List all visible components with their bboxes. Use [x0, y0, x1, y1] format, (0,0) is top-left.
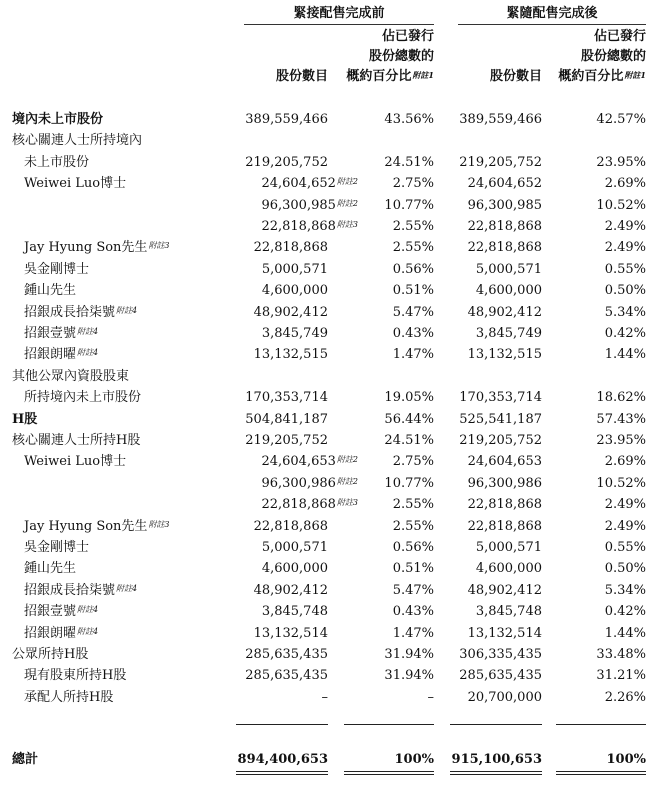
- col-pct-before-line1: 佔已發行: [381, 29, 434, 44]
- pct-after: 0.55%: [604, 540, 646, 555]
- shares-before-note-ref: 附註2: [336, 177, 358, 186]
- shares-before: [322, 690, 329, 706]
- row-note-ref: 附註4: [77, 348, 99, 357]
- pct-before: –: [427, 690, 434, 705]
- shares-before-note-ref: 附註2: [336, 477, 358, 486]
- shares-before: [262, 262, 328, 278]
- shares-after: 525,541,187: [459, 412, 542, 427]
- shares-before-value: 219,205,752: [245, 433, 328, 448]
- group-header-before: 緊接配售完成前: [293, 6, 385, 21]
- row-label: [12, 369, 129, 385]
- pct-after: 31.21%: [596, 668, 646, 683]
- shares-before-value: 389,559,466: [245, 112, 328, 127]
- row-label-text: 吳金剛博士: [24, 262, 90, 277]
- row-label: [24, 347, 98, 363]
- shares-before: [245, 647, 328, 663]
- shares-before-value: 285,635,435: [245, 668, 328, 683]
- group-header-before-rule: [244, 24, 434, 25]
- shares-after: 24,604,653: [467, 454, 542, 469]
- shares-before-value: 22,818,868: [253, 240, 328, 255]
- shares-before: [261, 219, 358, 235]
- row-label-text: 招銀壹號: [24, 604, 77, 619]
- shares-after: 48,902,412: [467, 305, 542, 320]
- shares-before: [262, 326, 328, 342]
- row-label-text: 其他公眾內資股股東: [12, 369, 130, 384]
- total-double-rule-p2-b: [556, 774, 646, 775]
- shares-after: 219,205,752: [459, 433, 542, 448]
- subtotal-rule-p1: [344, 724, 434, 725]
- shares-before-note-ref: 附註3: [336, 220, 358, 229]
- col-pct-after-line2: 股份總數的: [580, 49, 646, 64]
- pct-after: 0.50%: [604, 283, 646, 298]
- pct-before: 56.44%: [384, 412, 434, 427]
- total-double-rule-p1-b: [344, 774, 434, 775]
- pct-after: 0.42%: [604, 326, 646, 341]
- shares-after: 219,205,752: [459, 155, 542, 170]
- row-label: [24, 690, 113, 706]
- row-label: [12, 133, 142, 149]
- shares-before-value: 13,132,514: [253, 626, 328, 641]
- shares-after: 48,902,412: [467, 583, 542, 598]
- shares-before-value: 22,818,868: [253, 519, 328, 534]
- shares-before: [262, 540, 328, 556]
- row-label-text: 吳金剛博士: [24, 540, 90, 555]
- shares-after: 24,604,652: [467, 176, 542, 191]
- row-label-text: 所持境內未上市股份: [24, 390, 142, 405]
- row-label: [24, 262, 89, 278]
- pct-after: 0.50%: [604, 561, 646, 576]
- shares-before-value: 13,132,515: [253, 347, 328, 362]
- pct-after: 18.62%: [596, 390, 646, 405]
- pct-before: 43.56%: [384, 112, 434, 127]
- row-label: [24, 519, 170, 535]
- shares-before-note-ref: 附註3: [336, 498, 358, 507]
- subtotal-rule-p2: [556, 724, 646, 725]
- pct-before: 2.55%: [392, 519, 434, 534]
- total-label: 總計: [12, 752, 39, 767]
- pct-before: 0.43%: [392, 326, 434, 341]
- group-header-after-rule: [458, 24, 646, 25]
- row-label-text: H股: [12, 412, 38, 427]
- total-pct-before: 100%: [394, 752, 434, 767]
- shares-after: 20,700,000: [467, 690, 542, 705]
- pct-before: 0.43%: [392, 604, 434, 619]
- pct-after: 2.49%: [604, 519, 646, 534]
- pct-after: 0.55%: [604, 262, 646, 277]
- pct-before: 2.55%: [392, 219, 434, 234]
- shares-before: [261, 454, 358, 470]
- shares-before: [245, 155, 328, 171]
- pct-after: 23.95%: [596, 433, 646, 448]
- row-label: [24, 326, 98, 342]
- shares-after: 4,600,000: [475, 283, 542, 298]
- shares-after: 3,845,748: [475, 604, 542, 619]
- pct-after: 42.57%: [596, 112, 646, 127]
- shares-after: 22,818,868: [467, 519, 542, 534]
- pct-before: 10.77%: [384, 198, 434, 213]
- pct-after: 57.43%: [596, 412, 646, 427]
- pct-after: 10.52%: [596, 476, 646, 491]
- row-label-text: 鍾山先生: [24, 283, 77, 298]
- pct-after: 23.95%: [596, 155, 646, 170]
- pct-after: 0.42%: [604, 604, 646, 619]
- shares-before: [262, 283, 328, 299]
- pct-before: 0.56%: [392, 540, 434, 555]
- pct-after: 33.48%: [596, 647, 646, 662]
- pct-before: 24.51%: [384, 433, 434, 448]
- row-note-ref: 附註4: [116, 306, 138, 315]
- col-pct-after-line3: 概約百分比$^{附註1}$: [558, 69, 646, 84]
- row-label-text: 招銀朗曜: [24, 347, 77, 362]
- shares-before: [245, 412, 328, 428]
- total-double-rule-s1-a: [236, 771, 328, 772]
- shares-after: 285,635,435: [459, 668, 542, 683]
- row-label: [24, 240, 170, 256]
- pct-before: 5.47%: [392, 305, 434, 320]
- row-label-text: 未上市股份: [24, 155, 90, 170]
- shares-before-value: 285,635,435: [245, 647, 328, 662]
- col-pct-after-line1: 佔已發行: [593, 29, 646, 44]
- pct-after: 2.69%: [604, 176, 646, 191]
- shares-before: [261, 176, 358, 192]
- row-label: [24, 454, 126, 470]
- row-note-ref: 附註4: [77, 605, 99, 614]
- row-label-text: 招銀成長拾柒號: [24, 305, 116, 320]
- shares-after: 170,353,714: [459, 390, 542, 405]
- row-label-text: 境內未上市股份: [12, 112, 104, 127]
- row-note-ref: 附註4: [77, 627, 99, 636]
- total-double-rule-p2-a: [556, 771, 646, 772]
- row-label-text: 承配人所持H股: [24, 690, 114, 705]
- pct-before: 2.75%: [392, 176, 434, 191]
- pct-before: 24.51%: [384, 155, 434, 170]
- row-label-text: 鍾山先生: [24, 561, 77, 576]
- shares-before-value: 48,902,412: [253, 305, 328, 320]
- row-note-ref: 附註3: [148, 241, 170, 250]
- shares-before: [261, 497, 358, 513]
- shares-before: [245, 433, 328, 449]
- row-label: [24, 626, 98, 642]
- pct-before: 0.51%: [392, 561, 434, 576]
- shares-after: 5,000,571: [475, 540, 542, 555]
- row-label-text: Weiwei Luo博士: [24, 454, 127, 469]
- shares-before-value: 504,841,187: [245, 412, 328, 427]
- total-double-rule-s2-a: [450, 771, 542, 772]
- subtotal-rule-s1: [236, 724, 328, 725]
- shares-after: 22,818,868: [467, 497, 542, 512]
- row-label-text: Weiwei Luo博士: [24, 176, 127, 191]
- shares-before: [261, 476, 358, 492]
- row-note-ref: 附註3: [148, 520, 170, 529]
- pct-before: 31.94%: [384, 647, 434, 662]
- pct-before: 0.51%: [392, 283, 434, 298]
- shares-before-value: 4,600,000: [261, 283, 328, 298]
- row-label: [24, 155, 89, 171]
- pct-after: 2.49%: [604, 219, 646, 234]
- pct-after: 2.26%: [604, 690, 646, 705]
- total-double-rule-s2-b: [450, 774, 542, 775]
- group-header-after: 緊隨配售完成後: [506, 6, 598, 21]
- row-label: [12, 433, 140, 449]
- shares-before-value: 4,600,000: [261, 561, 328, 576]
- row-label-text: 核心關連人士所持境內: [12, 133, 143, 148]
- shares-before-value: 24,604,653: [261, 454, 336, 469]
- shares-before-value: 96,300,986: [261, 476, 336, 491]
- shares-before: [254, 347, 328, 363]
- shares-before: [254, 240, 328, 256]
- row-label: [24, 583, 137, 599]
- shares-before: [254, 519, 328, 535]
- row-label: [24, 390, 141, 406]
- total-shares-before: 894,400,653: [237, 752, 328, 767]
- pct-before: 1.47%: [392, 347, 434, 362]
- shares-before-value: 3,845,748: [261, 604, 328, 619]
- shares-after: 306,335,435: [459, 647, 542, 662]
- shares-after: 96,300,985: [467, 198, 542, 213]
- shares-after: 13,132,514: [467, 626, 542, 641]
- row-note-ref: 附註4: [116, 584, 138, 593]
- pct-before: 5.47%: [392, 583, 434, 598]
- shares-before: [261, 198, 358, 214]
- pct-before: 31.94%: [384, 668, 434, 683]
- pct-before: 0.56%: [392, 262, 434, 277]
- row-label: [24, 283, 76, 299]
- pct-after: 10.52%: [596, 198, 646, 213]
- pct-after: 2.69%: [604, 454, 646, 469]
- col-pct-before-line3: 概約百分比$^{附註1}$: [346, 69, 434, 84]
- pct-before: 2.75%: [392, 454, 434, 469]
- shares-after: 96,300,986: [467, 476, 542, 491]
- pct-after: 1.44%: [604, 347, 646, 362]
- row-label-text: Jay Hyung Son先生: [24, 519, 148, 534]
- shares-before-value: 219,205,752: [245, 155, 328, 170]
- total-double-rule-p1-a: [344, 771, 434, 772]
- total-shares-after: 915,100,653: [451, 752, 542, 767]
- shares-after: 4,600,000: [475, 561, 542, 576]
- shares-before: [262, 561, 328, 577]
- col-pct-before-line2: 股份總數的: [368, 49, 434, 64]
- shares-before-value: 24,604,652: [261, 176, 336, 191]
- col-shares-before: 股份數目: [275, 69, 328, 84]
- shares-before-value: 96,300,985: [261, 198, 336, 213]
- col-shares-after: 股份數目: [489, 69, 542, 84]
- pct-before: 2.55%: [392, 240, 434, 255]
- shares-before: [245, 668, 328, 684]
- shares-before-value: 5,000,571: [261, 540, 328, 555]
- row-label: [24, 305, 137, 321]
- shares-before-value: 3,845,749: [261, 326, 328, 341]
- total-pct-after: 100%: [606, 752, 646, 767]
- row-label-text: 招銀壹號: [24, 326, 77, 341]
- shares-after: 389,559,466: [459, 112, 542, 127]
- shares-before: [254, 305, 328, 321]
- shares-before-note-ref: 附註2: [336, 199, 358, 208]
- row-label-text: 招銀朗曜: [24, 626, 77, 641]
- row-note-ref: 附註4: [77, 327, 99, 336]
- shares-after: 22,818,868: [467, 219, 542, 234]
- row-label: [24, 540, 89, 556]
- pct-after: 2.49%: [604, 497, 646, 512]
- row-label-text: 公眾所持H股: [12, 647, 89, 662]
- pct-after: 5.34%: [604, 305, 646, 320]
- shares-before: [254, 626, 328, 642]
- pct-after: 5.34%: [604, 583, 646, 598]
- total-double-rule-s1-b: [236, 774, 328, 775]
- subtotal-rule-s2: [450, 724, 542, 725]
- pct-before: 10.77%: [384, 476, 434, 491]
- row-label: [24, 561, 76, 577]
- row-label-text: 現有股東所持H股: [24, 668, 127, 683]
- shares-after: 13,132,515: [467, 347, 542, 362]
- shares-before-value: 170,353,714: [245, 390, 328, 405]
- shares-before-value: 22,818,868: [261, 219, 336, 234]
- shares-before-note-ref: 附註2: [336, 455, 358, 464]
- row-label: [24, 668, 126, 684]
- pct-before: 2.55%: [392, 497, 434, 512]
- row-label-text: 招銀成長拾柒號: [24, 583, 116, 598]
- shares-before-value: –: [321, 690, 328, 705]
- shares-before: [245, 112, 328, 128]
- row-label: [12, 412, 37, 428]
- shares-after: 5,000,571: [475, 262, 542, 277]
- row-label: [12, 647, 88, 663]
- row-label: [24, 176, 126, 192]
- shares-before: [254, 583, 328, 599]
- pct-before: 1.47%: [392, 626, 434, 641]
- row-label: [12, 112, 103, 128]
- shares-before-value: 22,818,868: [261, 497, 336, 512]
- shares-before: [262, 604, 328, 620]
- shares-before-value: 48,902,412: [253, 583, 328, 598]
- row-label: [24, 604, 98, 620]
- pct-after: 1.44%: [604, 626, 646, 641]
- shares-after: 3,845,749: [475, 326, 542, 341]
- row-label-text: 核心關連人士所持H股: [12, 433, 141, 448]
- pct-after: 2.49%: [604, 240, 646, 255]
- shares-after: 22,818,868: [467, 240, 542, 255]
- shares-before-value: 5,000,571: [261, 262, 328, 277]
- shares-before: [245, 390, 328, 406]
- pct-before: 19.05%: [384, 390, 434, 405]
- row-label-text: Jay Hyung Son先生: [24, 240, 148, 255]
